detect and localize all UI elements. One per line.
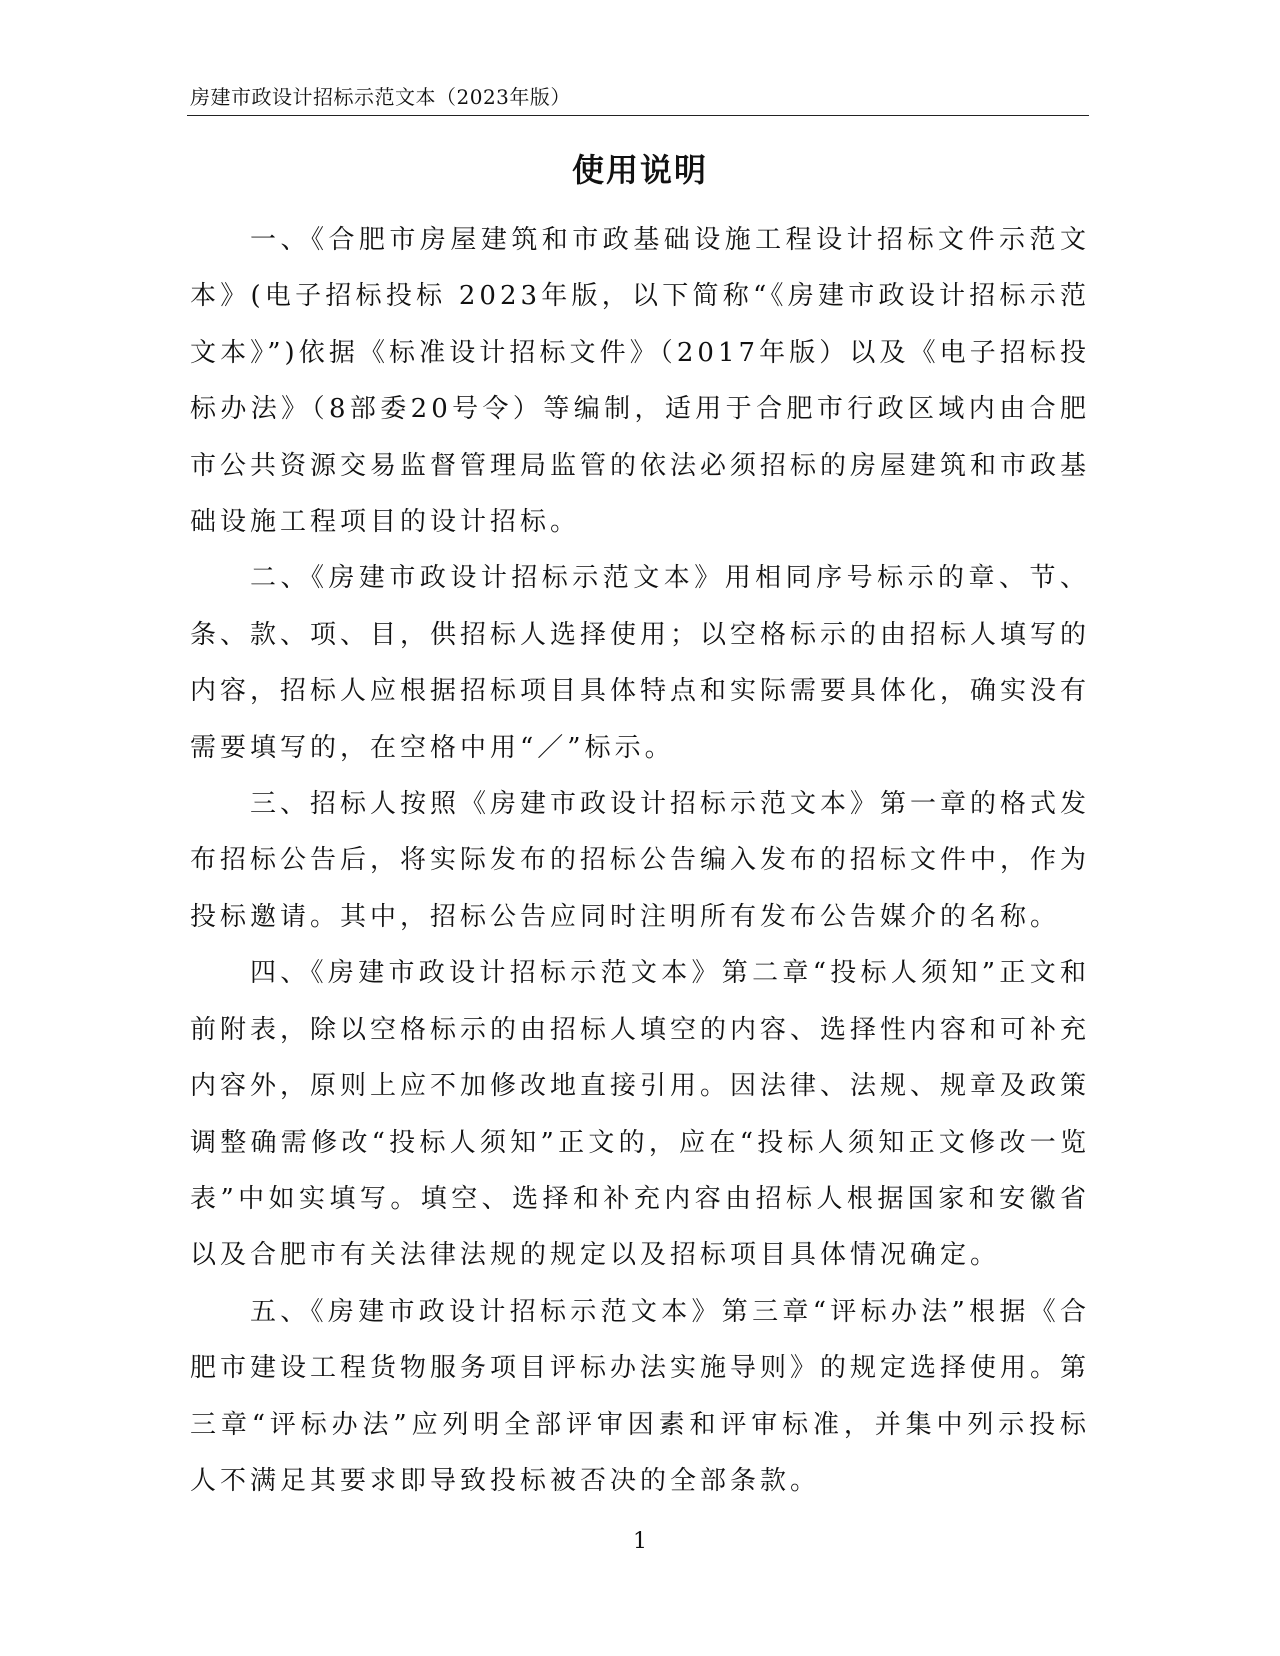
paragraph-1: 一、《合肥市房屋建筑和市政基础设施工程设计招标文件示范文本》(电子招标投标 2023年版，以下简称“《房建市政设计招标示范文本》”)依据《标准设计招标文件》（2017年版）以及《电子招标投标办法》（8部委20号令）等编制，适用于合肥市行政区域内由合肥市公共资源交易监督管理局监管的依法必须招标的房屋建筑和市政基础设施工程项目的设计招标。 [190,225,1091,538]
paragraph-5: 五、《房建市政设计招标示范文本》第三章“评标办法”根据《合肥市建设工程货物服务项目评标办法实施导则》的规定选择使用。第三章“评标办法”应列明全部评审因素和评审标准，并集中列示投标人不满足其要求即导致投标被否决的全部条款。 [190,1296,1091,1496]
page-title: 使用说明 [571,151,708,189]
paragraph-3: 三、招标人按照《房建市政设计招标示范文本》第一章的格式发布招标公告后，将实际发布的招标公告编入发布的招标文件中，作为投标邀请。其中，招标公告应同时注明所有发布公告媒介的名称。 [190,789,1091,932]
page-number: 1 [633,1529,647,1554]
document-body [190,212,1090,1509]
header-divider [187,115,1089,116]
paragraph-2: 二、《房建市政设计招标示范文本》用相同序号标示的章、节、条、款、项、目，供招标人选择使用；以空格标示的由招标人填写的内容，招标人应根据招标项目具体特点和实际需要具体化，确实没有需要填写的，在空格中用“／”标示。 [190,563,1091,763]
paragraph-4: 四、《房建市政设计招标示范文本》第二章“投标人须知”正文和前附表，除以空格标示的由招标人填空的内容、选择性内容和可补充内容外，原则上应不加修改地直接引用。因法律、法规、规章及政策调整确需修改“投标人须知”正文的，应在“投标人须知正文修改一览表”中如实填写。填空、选择和补充内容由招标人根据国家和安徽省以及合肥市有关法律法规的规定以及招标项目具体情况确定。 [190,958,1091,1271]
running-header: 房建市政设计招标示范文本（2023年版） [190,85,571,109]
